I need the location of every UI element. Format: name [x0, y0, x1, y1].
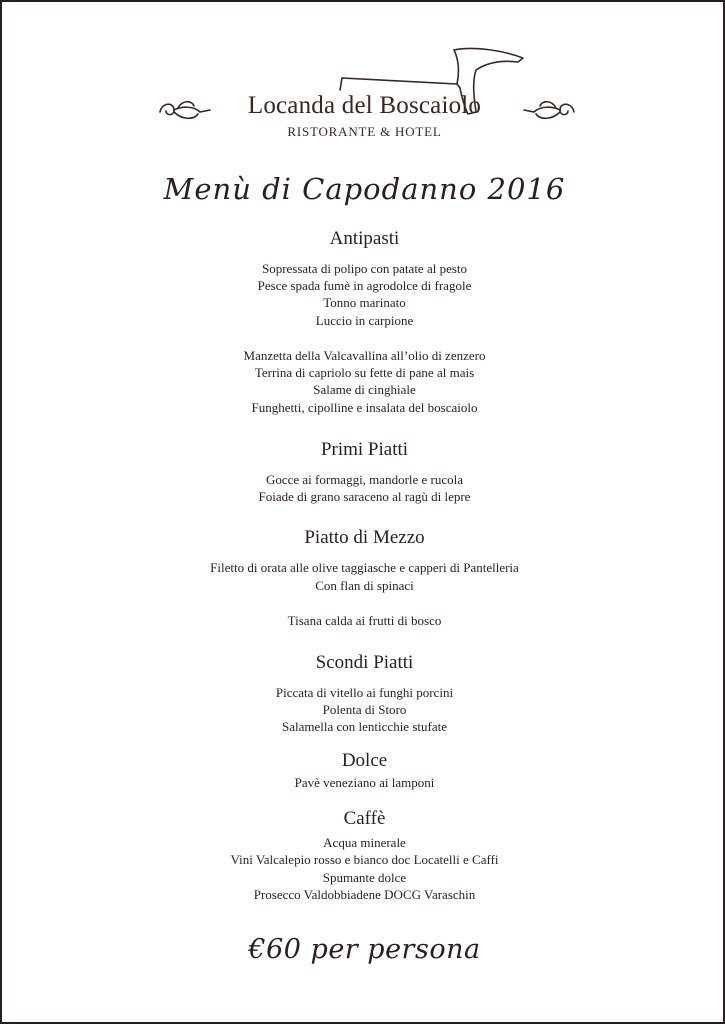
- menu-item: Tonno marinato: [323, 295, 406, 310]
- section-title-primi: Primi Piatti: [320, 439, 409, 460]
- menu-item: Funghetti, cipolline e insalata del boscaiolo: [251, 400, 478, 415]
- menu-item: Manzetta della Valcavallina all’olio di zenzero: [243, 348, 486, 363]
- menu-item: Gocce ai formaggi, mandorle e rucola: [265, 472, 464, 487]
- axe-handle-shape: [340, 78, 460, 90]
- menu-item: Pavè veneziano ai lamponi: [294, 775, 435, 790]
- brand-subtitle: RISTORANTE & HOTEL: [287, 124, 442, 139]
- menu-item: Filetto di orata alle olive taggiasche e capperi di Pantelleria: [210, 560, 519, 575]
- menu-item: Pesce spada fumè in agrodolce di fragole: [257, 278, 472, 293]
- menu-item: Salamella con lenticchie stufate: [282, 719, 447, 734]
- menu-item: Polenta di Storo: [322, 702, 407, 717]
- section-title-caffe: Caffè: [343, 808, 386, 829]
- menu-item: Acqua minerale: [323, 835, 406, 850]
- section-title-secondi: Scondi Piatti: [315, 652, 414, 673]
- menu-item: Piccata di vitello ai funghi porcini: [275, 685, 454, 700]
- menu-item: Sopressata di polipo con patate al pesto: [261, 261, 468, 276]
- menu-item: Salame di cinghiale: [313, 382, 416, 397]
- menu-item: Con flan di spinaci: [315, 578, 414, 593]
- menu-item: Tisana calda ai frutti di bosco: [287, 613, 442, 628]
- price-per-person: €60 per persona: [248, 934, 481, 965]
- section-title-dolce: Dolce: [341, 750, 388, 771]
- menu-item: Spumante dolce: [322, 870, 407, 885]
- menu-item: Vini Valcalepio rosso e bianco doc Locatelli e Caffi: [230, 852, 499, 867]
- menu-item: Foiade di grano saraceno al ragù di lepre: [258, 489, 471, 504]
- menu-item: Prosecco Valdobbiadene DOCG Varaschin: [253, 887, 476, 902]
- brand-name: Locanda del Boscaiolo: [247, 92, 482, 119]
- section-title-antipasti: Antipasti: [329, 228, 400, 249]
- section-title-mezzo: Piatto di Mezzo: [304, 527, 425, 548]
- menu-item: Terrina di capriolo su fette di pane al mais: [254, 365, 475, 380]
- menu-item: Luccio in carpione: [315, 313, 414, 328]
- menu-title: Menù di Capodanno 2016: [163, 172, 566, 206]
